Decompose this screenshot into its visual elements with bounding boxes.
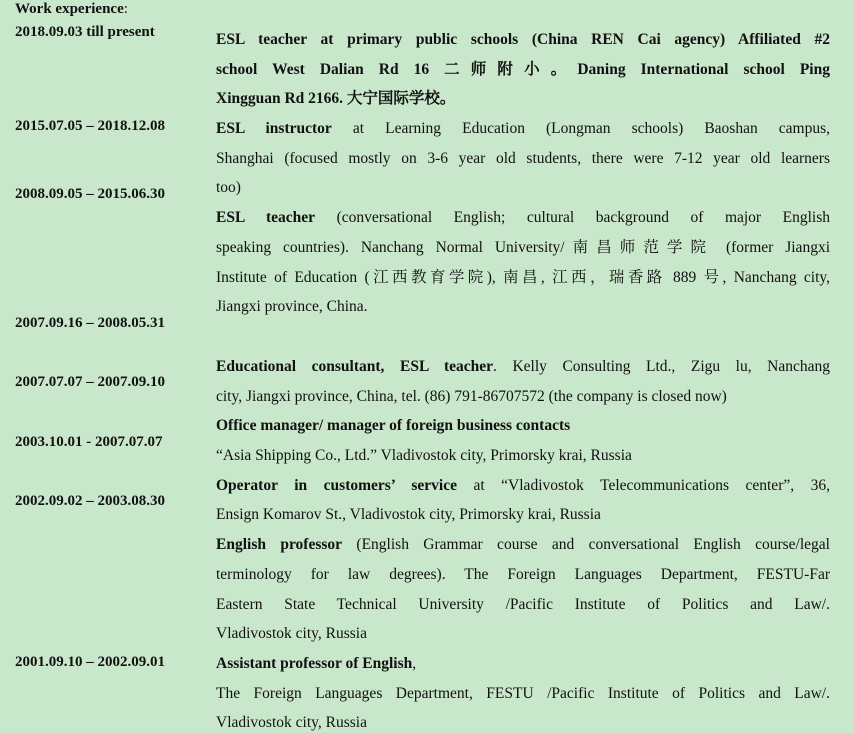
description-line: Ensign Komarov St., Vladivostok city, Primorsky krai, Russia bbox=[216, 506, 601, 523]
description-line: Assistant professor of English, bbox=[216, 655, 417, 672]
date-range: 2018.09.03 till present bbox=[15, 24, 155, 40]
date-range: 2007.07.07 – 2007.09.10 bbox=[15, 374, 165, 390]
description-line: The Foreign Languages Department, FESTU /Pacific Institute of Politics and Law/. bbox=[216, 685, 830, 702]
description-line: Educational consultant, ESL teacher. Kelly Consulting Ltd., Zigu lu, Nanchang bbox=[216, 358, 830, 375]
description-line: Institute of Education (江西教育学院), 南昌, 江西，瑞香路 889 号, Nanchang city, bbox=[216, 269, 830, 286]
description-line: terminology for law degrees). The Foreign Languages Department, FESTU-Far bbox=[216, 566, 830, 583]
description-line: school West Dalian Rd 16 二师附小。Daning International school Ping bbox=[216, 61, 830, 78]
description-line: Shanghai (focused mostly on 3-6 year old students, there were 7-12 year old learners bbox=[216, 150, 830, 167]
description-line: Xingguan Rd 2166. 大宁国际学校。 bbox=[216, 90, 456, 107]
description-line: “Asia Shipping Co., Ltd.” Vladivostok city, Primorsky krai, Russia bbox=[216, 447, 632, 464]
description-line: Vladivostok city, Russia bbox=[216, 714, 367, 731]
date-range: 2001.09.10 – 2002.09.01 bbox=[15, 654, 165, 670]
description-line: English professor (English Grammar course and conversational English course/legal bbox=[216, 536, 830, 553]
date-range: 2003.10.01 - 2007.07.07 bbox=[15, 434, 163, 450]
description-line: ESL teacher at primary public schools (China REN Cai agency) Affiliated #2 bbox=[216, 31, 830, 48]
date-range: 2008.09.05 – 2015.06.30 bbox=[15, 186, 165, 202]
description-line: too) bbox=[216, 179, 241, 196]
description-line: Eastern State Technical University /Pacific Institute of Politics and Law/. bbox=[216, 596, 830, 613]
date-range: 2007.09.16 – 2008.05.31 bbox=[15, 315, 165, 331]
description-line: ESL instructor at Learning Education (Longman schools) Baoshan campus, bbox=[216, 120, 830, 137]
description-line: Jiangxi province, China. bbox=[216, 298, 368, 315]
description-line: ESL teacher (conversational English; cultural background of major English bbox=[216, 209, 830, 226]
date-range: 2015.07.05 – 2018.12.08 bbox=[15, 118, 165, 134]
description-line: Vladivostok city, Russia bbox=[216, 625, 367, 642]
section-heading: Work experience: bbox=[15, 1, 128, 17]
description-line: speaking countries). Nanchang Normal University/南昌师范学院 (former Jiangxi bbox=[216, 239, 830, 256]
description-line: Office manager/ manager of foreign business contacts bbox=[216, 417, 571, 434]
date-range: 2002.09.02 – 2003.08.30 bbox=[15, 493, 165, 509]
description-line: Operator in customers’ service at “Vladivostok Telecommunications center”, 36, bbox=[216, 477, 831, 494]
description-line: city, Jiangxi province, China, tel. (86) 791-86707572 (the company is closed now) bbox=[216, 388, 727, 405]
